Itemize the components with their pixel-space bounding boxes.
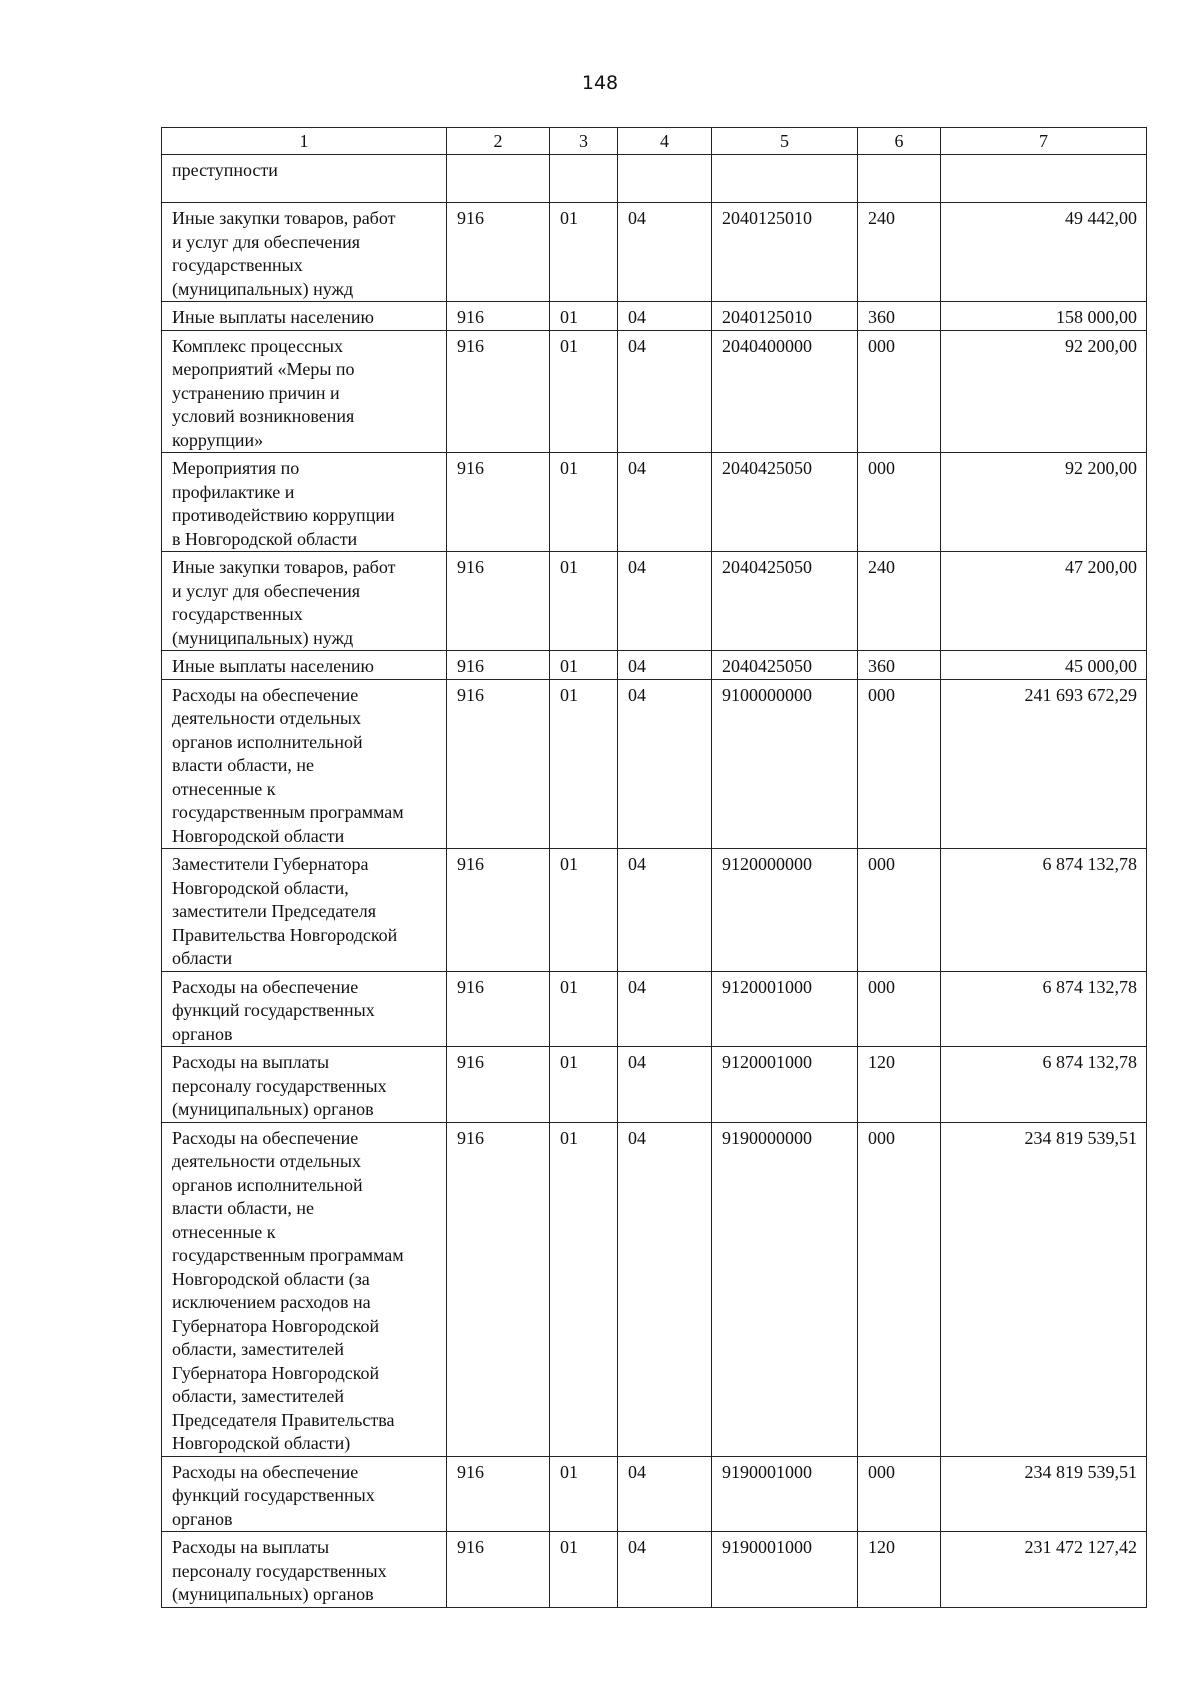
table-row xyxy=(162,1532,1147,1608)
code-2-cell xyxy=(447,155,550,203)
code-2-cell: 916 xyxy=(447,453,550,552)
code-6-cell: 000 xyxy=(858,679,941,849)
page-number: 148 xyxy=(581,72,619,94)
code-3-cell: 01 xyxy=(550,971,618,1047)
table-row xyxy=(162,971,1147,1047)
code-3-cell: 01 xyxy=(550,330,618,453)
code-4-cell: 04 xyxy=(618,679,712,849)
code-4-cell: 04 xyxy=(618,1047,712,1123)
amount-cell: 234 819 539,51 xyxy=(941,1122,1147,1456)
code-2-cell: 916 xyxy=(447,203,550,302)
code-3-cell: 01 xyxy=(550,651,618,680)
item-name-cell: Расходы на выплаты персоналу государственных (муниципальных) органов xyxy=(162,1532,447,1608)
amount-cell: 231 472 127,42 xyxy=(941,1532,1147,1608)
item-name-cell: Расходы на обеспечение деятельности отдельных органов исполнительной власти области, не отнесенные к государственным программам Новгородской области xyxy=(162,679,447,849)
code-2-cell: 916 xyxy=(447,849,550,972)
table-row xyxy=(162,1047,1147,1123)
code-5-cell: 9190000000 xyxy=(712,1122,858,1456)
code-6-cell: 000 xyxy=(858,849,941,972)
code-3-cell: 01 xyxy=(550,849,618,972)
table-row xyxy=(162,330,1147,453)
code-4-cell: 04 xyxy=(618,1532,712,1608)
code-2-cell: 916 xyxy=(447,971,550,1047)
amount-cell xyxy=(941,155,1147,203)
code-3-cell xyxy=(550,155,618,203)
amount-cell: 92 200,00 xyxy=(941,453,1147,552)
code-2-cell: 916 xyxy=(447,1532,550,1608)
code-4-cell: 04 xyxy=(618,203,712,302)
amount-cell: 92 200,00 xyxy=(941,330,1147,453)
table-row xyxy=(162,651,1147,680)
code-4-cell: 04 xyxy=(618,849,712,972)
amount-cell: 45 000,00 xyxy=(941,651,1147,680)
amount-cell: 6 874 132,78 xyxy=(941,849,1147,972)
code-5-cell: 2040125010 xyxy=(712,302,858,331)
header-row xyxy=(162,128,1147,155)
code-5-cell: 2040425050 xyxy=(712,552,858,651)
code-3-cell: 01 xyxy=(550,552,618,651)
table-row xyxy=(162,849,1147,972)
code-5-cell: 2040425050 xyxy=(712,453,858,552)
column-header-6: 6 xyxy=(858,128,941,155)
code-6-cell: 000 xyxy=(858,971,941,1047)
column-header-2: 2 xyxy=(447,128,550,155)
amount-cell: 158 000,00 xyxy=(941,302,1147,331)
item-name-cell: Расходы на обеспечение деятельности отдельных органов исполнительной власти области, не отнесенные к государственным программам Новгородской области (за исключением расходов на Губернатора Новгородской области, заместителей Губернатора Новгородской области, заместителей Председателя Правительства Новгородской области) xyxy=(162,1122,447,1456)
code-6-cell: 360 xyxy=(858,651,941,680)
code-6-cell: 360 xyxy=(858,302,941,331)
budget-table xyxy=(161,127,1147,1608)
code-2-cell: 916 xyxy=(447,330,550,453)
column-header-3: 3 xyxy=(550,128,618,155)
table-body xyxy=(162,155,1147,1608)
table-row xyxy=(162,302,1147,331)
code-3-cell: 01 xyxy=(550,302,618,331)
item-name-cell: Иные закупки товаров, работ и услуг для обеспечения государственных (муниципальных) нужд xyxy=(162,552,447,651)
item-name-cell: Иные выплаты населению xyxy=(162,651,447,680)
code-4-cell: 04 xyxy=(618,651,712,680)
table-row xyxy=(162,679,1147,849)
item-name-cell: Иные выплаты населению xyxy=(162,302,447,331)
code-6-cell: 240 xyxy=(858,552,941,651)
code-6-cell: 000 xyxy=(858,1456,941,1532)
code-5-cell: 2040425050 xyxy=(712,651,858,680)
table-row xyxy=(162,203,1147,302)
column-header-5: 5 xyxy=(712,128,858,155)
code-5-cell xyxy=(712,155,858,203)
code-3-cell: 01 xyxy=(550,1047,618,1123)
code-2-cell: 916 xyxy=(447,1456,550,1532)
amount-cell: 6 874 132,78 xyxy=(941,971,1147,1047)
code-6-cell xyxy=(858,155,941,203)
table-row xyxy=(162,155,1147,203)
amount-cell: 241 693 672,29 xyxy=(941,679,1147,849)
code-4-cell: 04 xyxy=(618,1456,712,1532)
column-header-7: 7 xyxy=(941,128,1147,155)
code-4-cell: 04 xyxy=(618,453,712,552)
table-row xyxy=(162,1122,1147,1456)
item-name-cell: преступности xyxy=(162,155,447,203)
amount-cell: 234 819 539,51 xyxy=(941,1456,1147,1532)
code-5-cell: 9100000000 xyxy=(712,679,858,849)
code-5-cell: 9190001000 xyxy=(712,1456,858,1532)
code-2-cell: 916 xyxy=(447,651,550,680)
code-4-cell: 04 xyxy=(618,552,712,651)
item-name-cell: Комплекс процессных мероприятий «Меры по устранению причин и условий возникновения коррупции» xyxy=(162,330,447,453)
item-name-cell: Расходы на обеспечение функций государственных органов xyxy=(162,971,447,1047)
code-5-cell: 9120001000 xyxy=(712,971,858,1047)
table-row xyxy=(162,552,1147,651)
code-4-cell: 04 xyxy=(618,971,712,1047)
amount-cell: 47 200,00 xyxy=(941,552,1147,651)
column-header-1: 1 xyxy=(162,128,447,155)
code-5-cell: 9120001000 xyxy=(712,1047,858,1123)
item-name-cell: Заместители Губернатора Новгородской области, заместители Председателя Правительства Новгородской области xyxy=(162,849,447,972)
code-4-cell: 04 xyxy=(618,302,712,331)
item-name-cell: Иные закупки товаров, работ и услуг для обеспечения государственных (муниципальных) нужд xyxy=(162,203,447,302)
code-5-cell: 2040400000 xyxy=(712,330,858,453)
code-2-cell: 916 xyxy=(447,1122,550,1456)
item-name-cell: Расходы на обеспечение функций государственных органов xyxy=(162,1456,447,1532)
code-5-cell: 9120000000 xyxy=(712,849,858,972)
code-6-cell: 000 xyxy=(858,330,941,453)
code-6-cell: 120 xyxy=(858,1532,941,1608)
code-6-cell: 000 xyxy=(858,1122,941,1456)
code-5-cell: 2040125010 xyxy=(712,203,858,302)
item-name-cell: Мероприятия по профилактике и противодействию коррупции в Новгородской области xyxy=(162,453,447,552)
code-2-cell: 916 xyxy=(447,552,550,651)
item-name-cell: Расходы на выплаты персоналу государственных (муниципальных) органов xyxy=(162,1047,447,1123)
table-row xyxy=(162,1456,1147,1532)
code-4-cell xyxy=(618,155,712,203)
code-3-cell: 01 xyxy=(550,1122,618,1456)
code-3-cell: 01 xyxy=(550,203,618,302)
code-4-cell: 04 xyxy=(618,1122,712,1456)
code-3-cell: 01 xyxy=(550,1532,618,1608)
code-2-cell: 916 xyxy=(447,679,550,849)
code-3-cell: 01 xyxy=(550,1456,618,1532)
amount-cell: 49 442,00 xyxy=(941,203,1147,302)
code-6-cell: 000 xyxy=(858,453,941,552)
table-row xyxy=(162,453,1147,552)
code-5-cell: 9190001000 xyxy=(712,1532,858,1608)
code-4-cell: 04 xyxy=(618,330,712,453)
code-6-cell: 240 xyxy=(858,203,941,302)
column-header-4: 4 xyxy=(618,128,712,155)
amount-cell: 6 874 132,78 xyxy=(941,1047,1147,1123)
code-6-cell: 120 xyxy=(858,1047,941,1123)
code-2-cell: 916 xyxy=(447,302,550,331)
code-3-cell: 01 xyxy=(550,453,618,552)
code-2-cell: 916 xyxy=(447,1047,550,1123)
code-3-cell: 01 xyxy=(550,679,618,849)
